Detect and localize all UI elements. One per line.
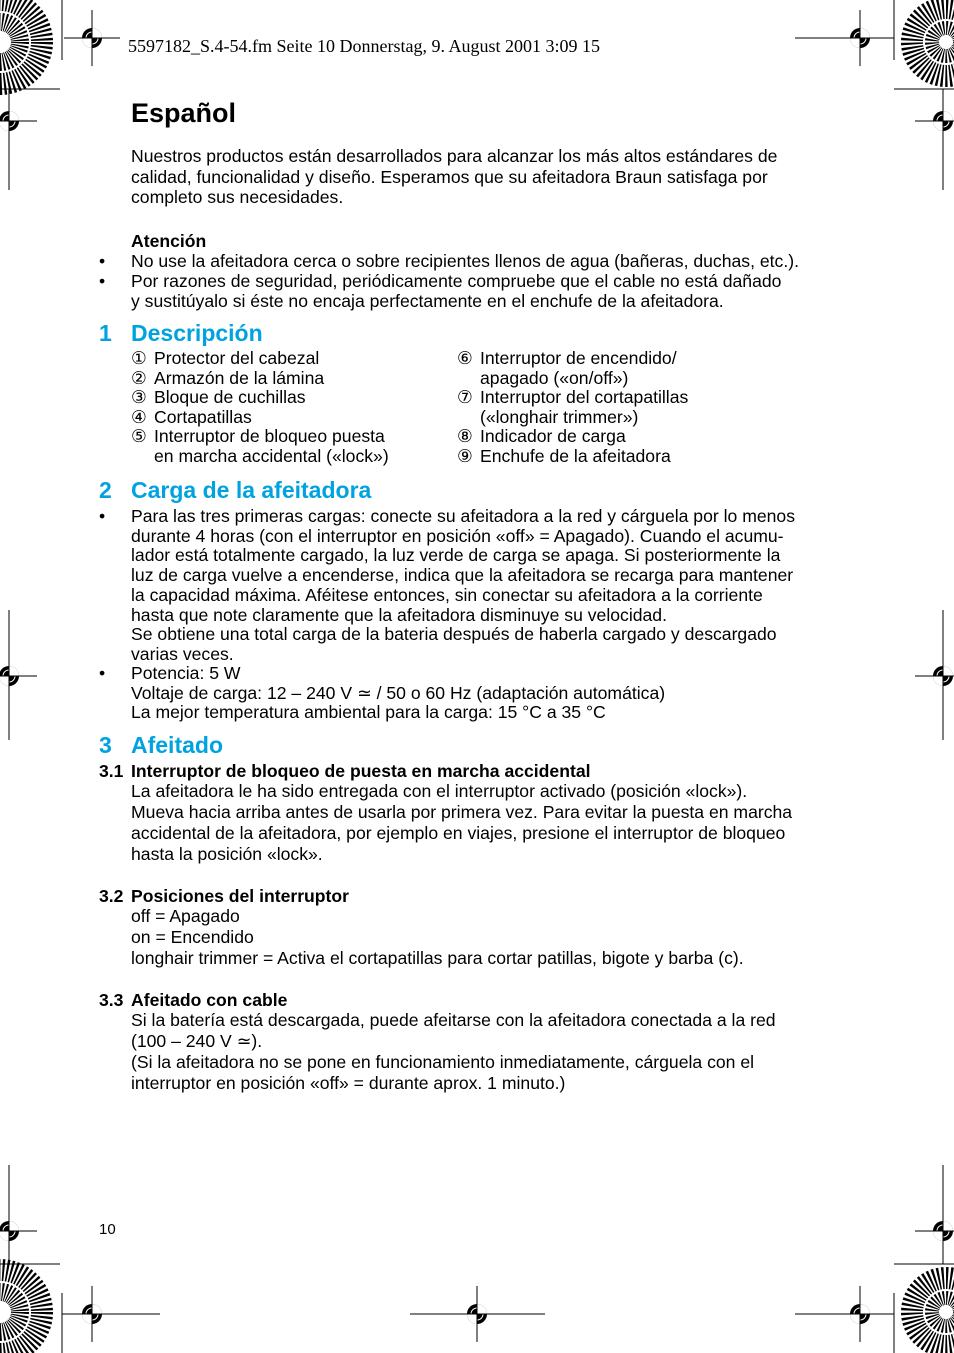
print-header: 5597182_S.4-54.fm Seite 10 Donnerstag, 9. August 2001 3:09 15 (128, 36, 600, 56)
registration-mark-icon (64, 1286, 120, 1342)
registration-mark-icon (0, 648, 37, 704)
registration-mark-icon (832, 10, 888, 66)
starburst-top-left (0, 0, 42, 84)
registration-mark-icon (832, 1286, 888, 1342)
intro-paragraph: Nuestros productos están desarrollados para alcanzar los más altos estándares de calidad, funcionalidad y diseño. Esperamos que su afeitadora Braun satisfaga por completo sus necesidades. (131, 146, 778, 207)
registration-mark-icon (449, 1286, 505, 1342)
starburst-top-right (912, 8, 954, 76)
subsection-body: La afeitadora le ha sido entregada con el interruptor activado (posición «lock»). Mueva hacia arriba antes de usarla por primera vez. Para evitar la puesta en marcha accidental de la afeitadora, por ejemplo en viajes, presione el interruptor de bloqueo hasta la posición «lock». (131, 781, 793, 864)
subsection-body: off = Apagado on = Encendido longhair trimmer = Activa el cortapatillas para cortar patillas, bigote y barba (c). (131, 906, 744, 968)
page-title: Español (131, 98, 237, 128)
starburst-bottom-left (0, 1270, 42, 1353)
page-number: 10 (99, 1221, 116, 1238)
starburst-bottom-right (912, 1278, 954, 1346)
registration-mark-icon (0, 93, 37, 149)
registration-mark-icon (64, 10, 120, 66)
registration-mark-icon (915, 93, 954, 149)
attention-heading: Atención (131, 231, 207, 251)
subsection-body: Si la batería está descargada, puede afeitarse con la afeitadora conectada a la red (100 – 240 V ≃). (Si la afeitadora no se pone en funcionamiento inmediatamente, cárguela con el interruptor en posición «off» = durante aprox. 1 minuto.) (131, 1010, 776, 1093)
registration-mark-icon (915, 648, 954, 704)
registration-mark-icon (915, 1203, 954, 1259)
registration-mark-icon (0, 1203, 37, 1259)
